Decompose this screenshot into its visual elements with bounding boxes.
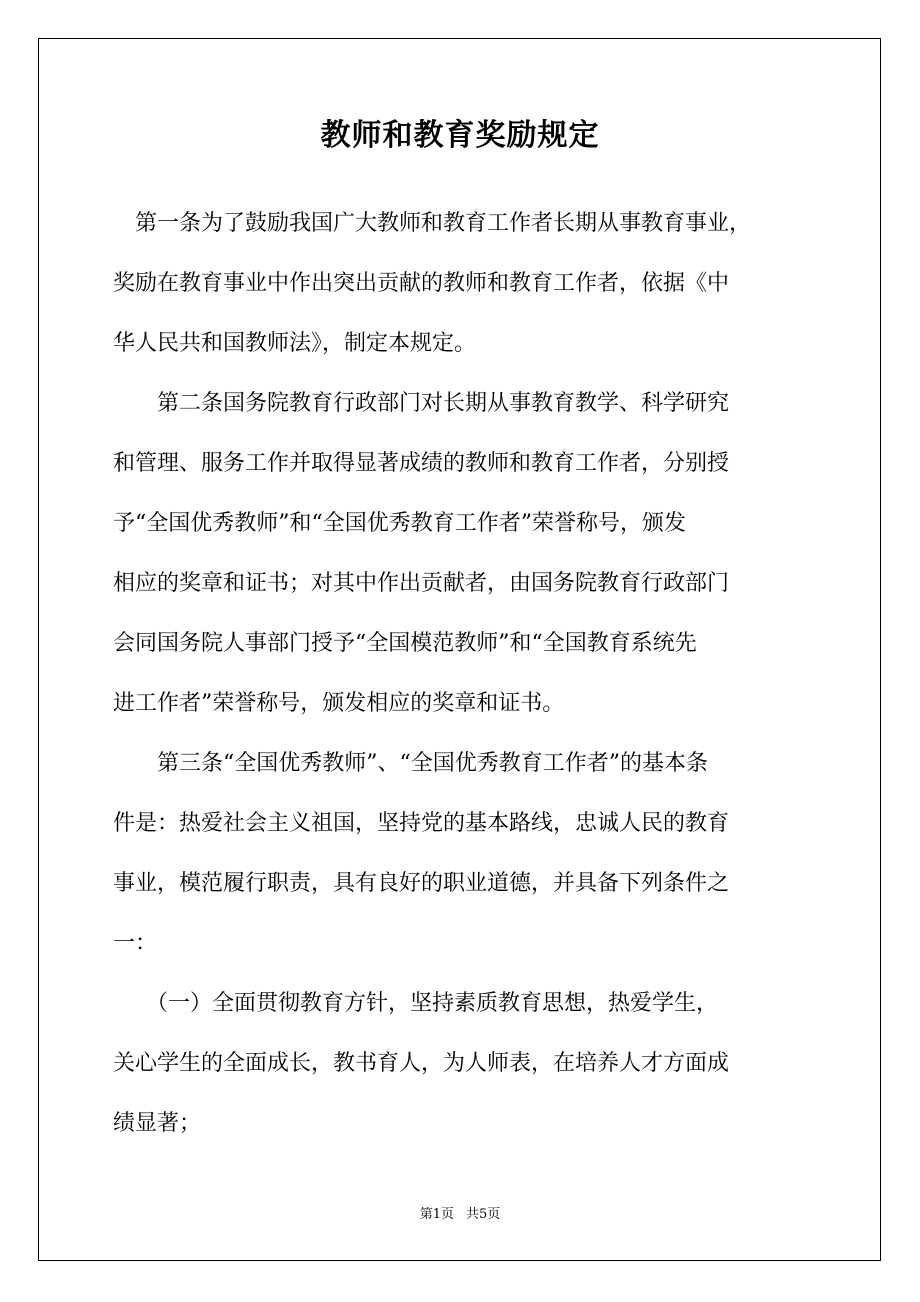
text-line: 第二条国务院教育行政部门对长期从事教育教学、科学研究	[113, 391, 730, 416]
page-number-current: 第1页	[419, 1207, 454, 1222]
paragraph-article-3	[113, 734, 813, 974]
document-body	[113, 194, 813, 1154]
text-line: 进工作者”荣誉称号，颁发相应的奖章和证书。	[113, 691, 565, 716]
text-line: 奖励在教育事业中作出突出贡献的教师和教育工作者，依据《中	[113, 271, 730, 296]
paragraph-article-1	[113, 194, 813, 374]
page-number-total: 共5页	[466, 1207, 501, 1222]
text-line: 第三条“全国优秀教师”、“全国优秀教育工作者”的基本条	[113, 751, 708, 776]
text-line: 和管理、服务工作并取得显著成绩的教师和教育工作者，分别授	[113, 451, 730, 476]
text-line: 绩显著；	[113, 1111, 202, 1136]
text-line: 关心学生的全面成长，教书育人，为人师表，在培养人才方面成	[113, 1051, 730, 1076]
page-footer	[0, 1205, 920, 1225]
paragraph-item-1	[113, 974, 813, 1154]
text-line: 一：	[113, 931, 158, 956]
paragraph-article-2	[113, 374, 813, 734]
text-line: 件是：热爱社会主义祖国，坚持党的基本路线，忠诚人民的教育	[113, 811, 730, 836]
text-line: 第一条为了鼓励我国广大教师和教育工作者长期从事教育事业，	[113, 211, 752, 236]
text-line: 会同国务院人事部门授予“全国模范教师”和“全国教育系统先	[113, 631, 697, 656]
document-title: 教师和教育奖励规定	[320, 118, 600, 153]
text-line: 华人民共和国教师法》，制定本规定。	[113, 331, 477, 356]
text-line: 相应的奖章和证书；对其中作出贡献者，由国务院教育行政部门	[113, 571, 730, 596]
text-line: （一）全面贯彻教育方针，坚持素质教育思想，热爱学生，	[113, 991, 719, 1016]
text-line: 予“全国优秀教师”和“全国优秀教育工作者”荣誉称号，颁发	[113, 511, 686, 536]
text-line: 事业，模范履行职责，具有良好的职业道德，并具备下列条件之	[113, 871, 730, 896]
